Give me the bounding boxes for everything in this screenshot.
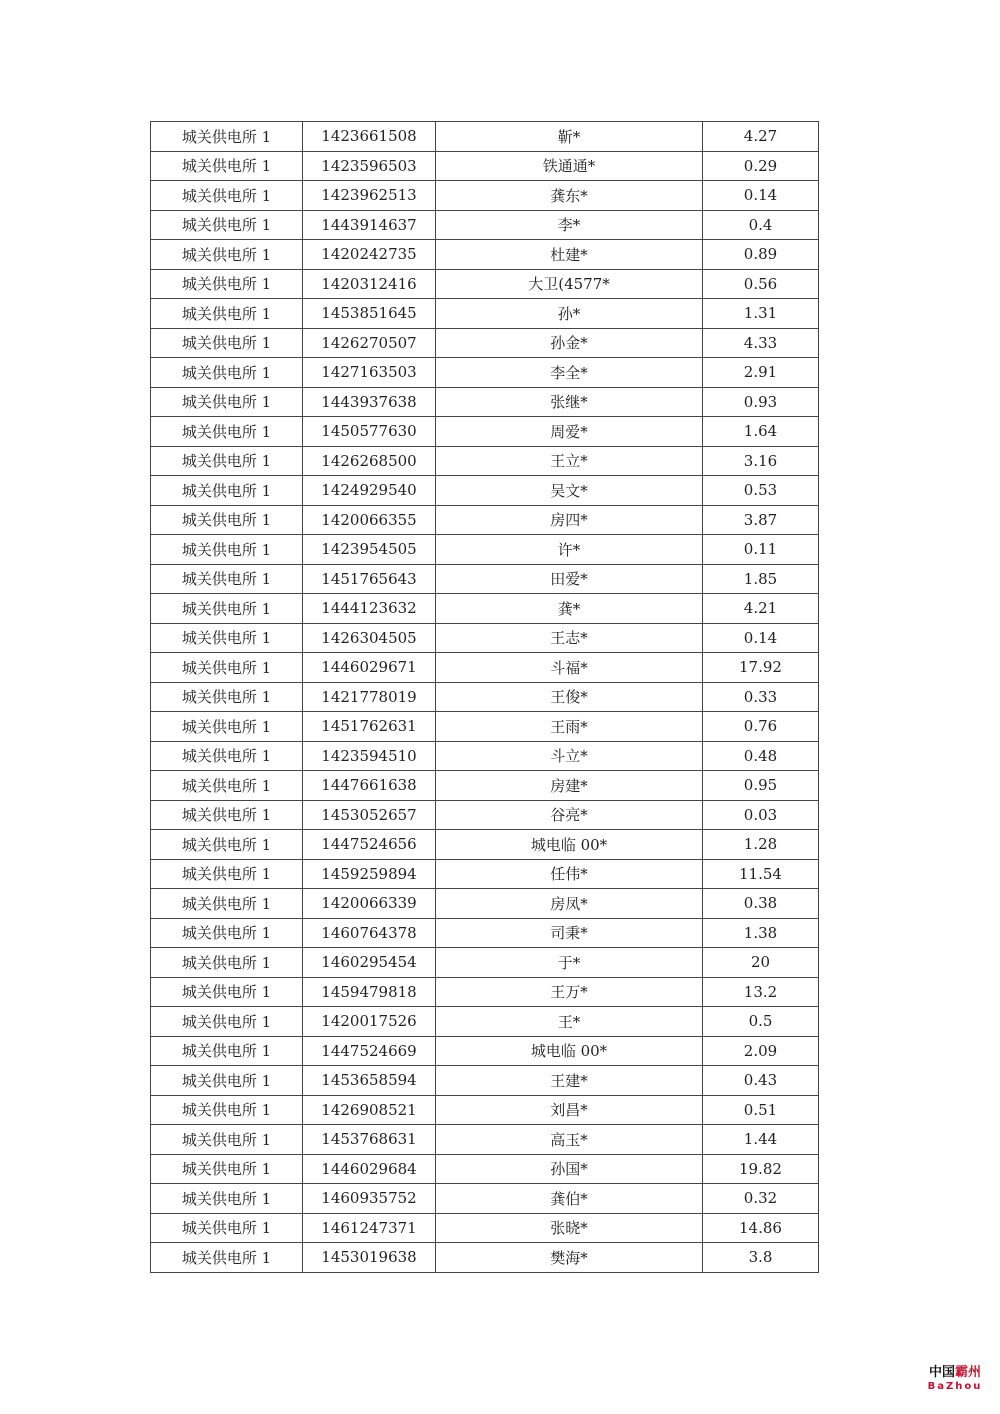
amount-cell: 1.85 [703, 564, 819, 594]
amount-cell: 0.5 [703, 1007, 819, 1037]
account-number-cell: 1420242735 [303, 240, 436, 270]
records-table-body [151, 122, 819, 1273]
customer-name-cell: 大卫(4577* [436, 269, 703, 299]
amount-cell: 3.16 [703, 446, 819, 476]
account-number-cell: 1426304505 [303, 623, 436, 653]
account-number-cell: 1461247371 [303, 1213, 436, 1243]
account-number-cell: 1453052657 [303, 800, 436, 830]
logo-subtitle: BaZhou [927, 1381, 983, 1392]
station-cell: 城关供电所 1 [151, 1095, 303, 1125]
customer-name-cell: 高玉* [436, 1125, 703, 1155]
customer-name-cell: 房四* [436, 505, 703, 535]
station-cell: 城关供电所 1 [151, 682, 303, 712]
account-number-cell: 1426268500 [303, 446, 436, 476]
customer-name-cell: 孙国* [436, 1154, 703, 1184]
account-number-cell: 1424929540 [303, 476, 436, 506]
station-cell: 城关供电所 1 [151, 358, 303, 388]
customer-name-cell: 城电临 00* [436, 1036, 703, 1066]
account-number-cell: 1446029684 [303, 1154, 436, 1184]
customer-name-cell: 龚东* [436, 181, 703, 211]
table-row [151, 712, 819, 742]
account-number-cell: 1423954505 [303, 535, 436, 565]
account-number-cell: 1453658594 [303, 1066, 436, 1096]
account-number-cell: 1420312416 [303, 269, 436, 299]
customer-name-cell: 王建* [436, 1066, 703, 1096]
table-row [151, 1066, 819, 1096]
amount-cell: 0.4 [703, 210, 819, 240]
amount-cell: 13.2 [703, 977, 819, 1007]
amount-cell: 0.29 [703, 151, 819, 181]
customer-name-cell: 王万* [436, 977, 703, 1007]
customer-name-cell: 李全* [436, 358, 703, 388]
customer-name-cell: 张晓* [436, 1213, 703, 1243]
logo-title-prefix: 中国 [928, 1365, 955, 1380]
table-row [151, 623, 819, 653]
table-row [151, 358, 819, 388]
amount-cell: 3.8 [703, 1243, 819, 1273]
customer-name-cell: 任伟* [436, 859, 703, 889]
station-cell: 城关供电所 1 [151, 417, 303, 447]
station-cell: 城关供电所 1 [151, 535, 303, 565]
records-table [150, 121, 819, 1273]
amount-cell: 2.91 [703, 358, 819, 388]
customer-name-cell: 田爱* [436, 564, 703, 594]
table-row [151, 1243, 819, 1273]
account-number-cell: 1420066339 [303, 889, 436, 919]
table-row [151, 1125, 819, 1155]
table-row [151, 564, 819, 594]
table-row [151, 1095, 819, 1125]
station-cell: 城关供电所 1 [151, 1243, 303, 1273]
site-logo [920, 1366, 990, 1392]
table-row [151, 122, 819, 152]
table-row [151, 594, 819, 624]
station-cell: 城关供电所 1 [151, 476, 303, 506]
table-row [151, 181, 819, 211]
account-number-cell: 1447524656 [303, 830, 436, 860]
customer-name-cell: 靳* [436, 122, 703, 152]
amount-cell: 1.28 [703, 830, 819, 860]
amount-cell: 0.93 [703, 387, 819, 417]
station-cell: 城关供电所 1 [151, 771, 303, 801]
customer-name-cell: 王立* [436, 446, 703, 476]
table-row [151, 446, 819, 476]
table-row [151, 328, 819, 358]
account-number-cell: 1423594510 [303, 741, 436, 771]
amount-cell: 0.11 [703, 535, 819, 565]
customer-name-cell: 王* [436, 1007, 703, 1037]
table-row [151, 269, 819, 299]
customer-name-cell: 房建* [436, 771, 703, 801]
account-number-cell: 1447661638 [303, 771, 436, 801]
amount-cell: 4.21 [703, 594, 819, 624]
station-cell: 城关供电所 1 [151, 1154, 303, 1184]
station-cell: 城关供电所 1 [151, 387, 303, 417]
station-cell: 城关供电所 1 [151, 1036, 303, 1066]
table-row [151, 918, 819, 948]
station-cell: 城关供电所 1 [151, 1007, 303, 1037]
table-row [151, 1213, 819, 1243]
customer-name-cell: 吴文* [436, 476, 703, 506]
station-cell: 城关供电所 1 [151, 181, 303, 211]
amount-cell: 3.87 [703, 505, 819, 535]
customer-name-cell: 杜建* [436, 240, 703, 270]
account-number-cell: 1423596503 [303, 151, 436, 181]
customer-name-cell: 王俊* [436, 682, 703, 712]
amount-cell: 1.44 [703, 1125, 819, 1155]
account-number-cell: 1443914637 [303, 210, 436, 240]
customer-name-cell: 龚* [436, 594, 703, 624]
table-row [151, 741, 819, 771]
account-number-cell: 1421778019 [303, 682, 436, 712]
account-number-cell: 1420066355 [303, 505, 436, 535]
station-cell: 城关供电所 1 [151, 1066, 303, 1096]
table-row [151, 210, 819, 240]
station-cell: 城关供电所 1 [151, 210, 303, 240]
customer-name-cell: 谷亮* [436, 800, 703, 830]
customer-name-cell: 龚伯* [436, 1184, 703, 1214]
station-cell: 城关供电所 1 [151, 830, 303, 860]
station-cell: 城关供电所 1 [151, 800, 303, 830]
table-row [151, 771, 819, 801]
table-row [151, 859, 819, 889]
amount-cell: 1.31 [703, 299, 819, 329]
amount-cell: 4.27 [703, 122, 819, 152]
amount-cell: 2.09 [703, 1036, 819, 1066]
station-cell: 城关供电所 1 [151, 1184, 303, 1214]
customer-name-cell: 王雨* [436, 712, 703, 742]
table-row [151, 800, 819, 830]
account-number-cell: 1443937638 [303, 387, 436, 417]
table-row [151, 977, 819, 1007]
customer-name-cell: 许* [436, 535, 703, 565]
customer-name-cell: 于* [436, 948, 703, 978]
amount-cell: 4.33 [703, 328, 819, 358]
amount-cell: 0.14 [703, 181, 819, 211]
station-cell: 城关供电所 1 [151, 623, 303, 653]
account-number-cell: 1423661508 [303, 122, 436, 152]
account-number-cell: 1459479818 [303, 977, 436, 1007]
amount-cell: 11.54 [703, 859, 819, 889]
customer-name-cell: 司秉* [436, 918, 703, 948]
account-number-cell: 1450577630 [303, 417, 436, 447]
customer-name-cell: 李* [436, 210, 703, 240]
station-cell: 城关供电所 1 [151, 269, 303, 299]
table-row [151, 535, 819, 565]
station-cell: 城关供电所 1 [151, 564, 303, 594]
account-number-cell: 1453851645 [303, 299, 436, 329]
table-row [151, 299, 819, 329]
station-cell: 城关供电所 1 [151, 446, 303, 476]
amount-cell: 17.92 [703, 653, 819, 683]
account-number-cell: 1460764378 [303, 918, 436, 948]
account-number-cell: 1451765643 [303, 564, 436, 594]
customer-name-cell: 铁通通* [436, 151, 703, 181]
amount-cell: 0.14 [703, 623, 819, 653]
account-number-cell: 1459259894 [303, 859, 436, 889]
station-cell: 城关供电所 1 [151, 1213, 303, 1243]
customer-name-cell: 城电临 00* [436, 830, 703, 860]
customer-name-cell: 孙* [436, 299, 703, 329]
account-number-cell: 1447524669 [303, 1036, 436, 1066]
amount-cell: 0.76 [703, 712, 819, 742]
table-row [151, 1184, 819, 1214]
amount-cell: 0.95 [703, 771, 819, 801]
account-number-cell: 1426908521 [303, 1095, 436, 1125]
amount-cell: 1.38 [703, 918, 819, 948]
station-cell: 城关供电所 1 [151, 1125, 303, 1155]
customer-name-cell: 孙金* [436, 328, 703, 358]
station-cell: 城关供电所 1 [151, 299, 303, 329]
account-number-cell: 1453768631 [303, 1125, 436, 1155]
amount-cell: 0.03 [703, 800, 819, 830]
amount-cell: 1.64 [703, 417, 819, 447]
customer-name-cell: 斗福* [436, 653, 703, 683]
table-row [151, 948, 819, 978]
logo-title-suffix: 霸州 [955, 1365, 982, 1380]
table-row [151, 417, 819, 447]
account-number-cell: 1453019638 [303, 1243, 436, 1273]
table-row [151, 1154, 819, 1184]
table-row [151, 830, 819, 860]
station-cell: 城关供电所 1 [151, 122, 303, 152]
account-number-cell: 1446029671 [303, 653, 436, 683]
amount-cell: 0.89 [703, 240, 819, 270]
customer-name-cell: 王志* [436, 623, 703, 653]
table-row [151, 1007, 819, 1037]
amount-cell: 0.53 [703, 476, 819, 506]
customer-name-cell: 周爱* [436, 417, 703, 447]
customer-name-cell: 刘昌* [436, 1095, 703, 1125]
station-cell: 城关供电所 1 [151, 240, 303, 270]
amount-cell: 20 [703, 948, 819, 978]
account-number-cell: 1444123632 [303, 594, 436, 624]
account-number-cell: 1451762631 [303, 712, 436, 742]
table-row [151, 151, 819, 181]
customer-name-cell: 张继* [436, 387, 703, 417]
station-cell: 城关供电所 1 [151, 505, 303, 535]
amount-cell: 0.33 [703, 682, 819, 712]
station-cell: 城关供电所 1 [151, 594, 303, 624]
amount-cell: 0.43 [703, 1066, 819, 1096]
customer-name-cell: 房凤* [436, 889, 703, 919]
table-row [151, 387, 819, 417]
station-cell: 城关供电所 1 [151, 653, 303, 683]
station-cell: 城关供电所 1 [151, 859, 303, 889]
station-cell: 城关供电所 1 [151, 948, 303, 978]
account-number-cell: 1460295454 [303, 948, 436, 978]
station-cell: 城关供电所 1 [151, 712, 303, 742]
table-row [151, 240, 819, 270]
table-row [151, 682, 819, 712]
customer-name-cell: 樊海* [436, 1243, 703, 1273]
station-cell: 城关供电所 1 [151, 328, 303, 358]
table-row [151, 476, 819, 506]
station-cell: 城关供电所 1 [151, 918, 303, 948]
amount-cell: 0.32 [703, 1184, 819, 1214]
table-row [151, 1036, 819, 1066]
amount-cell: 0.48 [703, 741, 819, 771]
station-cell: 城关供电所 1 [151, 151, 303, 181]
logo-title [920, 1366, 990, 1379]
account-number-cell: 1427163503 [303, 358, 436, 388]
amount-cell: 14.86 [703, 1213, 819, 1243]
amount-cell: 19.82 [703, 1154, 819, 1184]
account-number-cell: 1423962513 [303, 181, 436, 211]
table-row [151, 505, 819, 535]
amount-cell: 0.56 [703, 269, 819, 299]
amount-cell: 0.51 [703, 1095, 819, 1125]
station-cell: 城关供电所 1 [151, 889, 303, 919]
station-cell: 城关供电所 1 [151, 977, 303, 1007]
amount-cell: 0.38 [703, 889, 819, 919]
account-number-cell: 1460935752 [303, 1184, 436, 1214]
account-number-cell: 1420017526 [303, 1007, 436, 1037]
table-row [151, 653, 819, 683]
table-row [151, 889, 819, 919]
customer-name-cell: 斗立* [436, 741, 703, 771]
account-number-cell: 1426270507 [303, 328, 436, 358]
station-cell: 城关供电所 1 [151, 741, 303, 771]
